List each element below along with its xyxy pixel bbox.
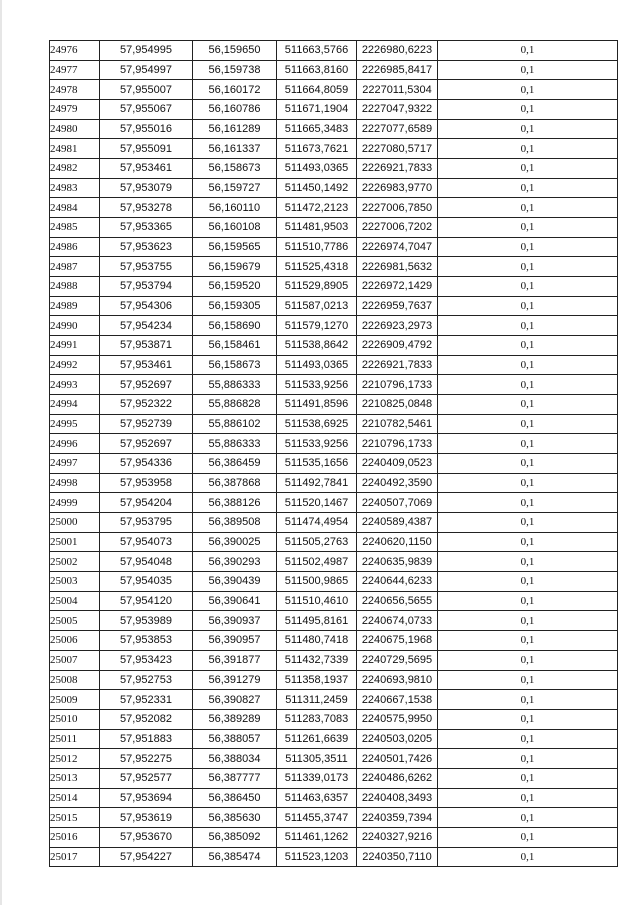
latitude-cell: 57,954120 (100, 591, 193, 611)
latitude-cell: 57,954204 (100, 493, 193, 513)
longitude-cell: 56,385474 (193, 847, 277, 867)
table-row (50, 119, 618, 139)
y-coordinate-cell: 2226974,7047 (357, 237, 438, 257)
point-number-cell: 25012 (50, 749, 100, 769)
x-coordinate-cell: 511587,0213 (277, 296, 357, 316)
coordinates-table-body (50, 41, 618, 867)
latitude-cell: 57,955091 (100, 139, 193, 159)
x-coordinate-cell: 511673,7621 (277, 139, 357, 159)
latitude-cell: 57,952577 (100, 768, 193, 788)
point-number-cell: 24994 (50, 395, 100, 415)
longitude-cell: 56,387777 (193, 768, 277, 788)
table-row (50, 355, 618, 375)
y-coordinate-cell: 2240693,9810 (357, 670, 438, 690)
point-number-cell: 25002 (50, 552, 100, 572)
table-row (50, 237, 618, 257)
table-row (50, 316, 618, 336)
longitude-cell: 56,391279 (193, 670, 277, 690)
accuracy-cell: 0,1 (438, 218, 618, 238)
latitude-cell: 57,954073 (100, 532, 193, 552)
point-number-cell: 24983 (50, 178, 100, 198)
y-coordinate-cell: 2226981,5632 (357, 257, 438, 277)
accuracy-cell: 0,1 (438, 434, 618, 454)
longitude-cell: 56,159565 (193, 237, 277, 257)
x-coordinate-cell: 511538,6925 (277, 414, 357, 434)
point-number-cell: 24981 (50, 139, 100, 159)
accuracy-cell: 0,1 (438, 611, 618, 631)
table-row (50, 218, 618, 238)
table-row (50, 631, 618, 651)
longitude-cell: 56,385092 (193, 827, 277, 847)
point-number-cell: 24997 (50, 454, 100, 474)
longitude-cell: 56,161337 (193, 139, 277, 159)
accuracy-cell: 0,1 (438, 631, 618, 651)
point-number-cell: 25013 (50, 768, 100, 788)
accuracy-cell: 0,1 (438, 119, 618, 139)
point-number-cell: 25007 (50, 650, 100, 670)
accuracy-cell: 0,1 (438, 198, 618, 218)
latitude-cell: 57,955067 (100, 100, 193, 120)
table-row (50, 336, 618, 356)
table-row (50, 709, 618, 729)
point-number-cell: 24985 (50, 218, 100, 238)
table-row (50, 100, 618, 120)
longitude-cell: 56,390293 (193, 552, 277, 572)
x-coordinate-cell: 511311,2459 (277, 690, 357, 710)
table-row (50, 650, 618, 670)
table-row (50, 178, 618, 198)
table-row (50, 454, 618, 474)
point-number-cell: 25014 (50, 788, 100, 808)
x-coordinate-cell: 511305,3511 (277, 749, 357, 769)
table-row (50, 198, 618, 218)
point-number-cell: 25011 (50, 729, 100, 749)
y-coordinate-cell: 2240486,6262 (357, 768, 438, 788)
accuracy-cell: 0,1 (438, 296, 618, 316)
accuracy-cell: 0,1 (438, 100, 618, 120)
latitude-cell: 57,954306 (100, 296, 193, 316)
accuracy-cell: 0,1 (438, 257, 618, 277)
longitude-cell: 56,390439 (193, 572, 277, 592)
page-left-edge (0, 0, 2, 905)
accuracy-cell: 0,1 (438, 532, 618, 552)
table-row (50, 690, 618, 710)
y-coordinate-cell: 2240409,0523 (357, 454, 438, 474)
accuracy-cell: 0,1 (438, 768, 618, 788)
longitude-cell: 56,386450 (193, 788, 277, 808)
latitude-cell: 57,954035 (100, 572, 193, 592)
point-number-cell: 25004 (50, 591, 100, 611)
accuracy-cell: 0,1 (438, 277, 618, 297)
table-row (50, 277, 618, 297)
longitude-cell: 56,387868 (193, 473, 277, 493)
table-row (50, 473, 618, 493)
longitude-cell: 56,390641 (193, 591, 277, 611)
table-row (50, 139, 618, 159)
table-row (50, 41, 618, 61)
latitude-cell: 57,954995 (100, 41, 193, 61)
longitude-cell: 56,158673 (193, 355, 277, 375)
table-row (50, 827, 618, 847)
accuracy-cell: 0,1 (438, 178, 618, 198)
point-number-cell: 24989 (50, 296, 100, 316)
x-coordinate-cell: 511493,0365 (277, 355, 357, 375)
longitude-cell: 55,886333 (193, 375, 277, 395)
x-coordinate-cell: 511450,1492 (277, 178, 357, 198)
longitude-cell: 56,388126 (193, 493, 277, 513)
accuracy-cell: 0,1 (438, 316, 618, 336)
point-number-cell: 24980 (50, 119, 100, 139)
y-coordinate-cell: 2227080,5717 (357, 139, 438, 159)
y-coordinate-cell: 2210782,5461 (357, 414, 438, 434)
table-row (50, 80, 618, 100)
accuracy-cell: 0,1 (438, 237, 618, 257)
y-coordinate-cell: 2240359,7394 (357, 808, 438, 828)
x-coordinate-cell: 511491,8596 (277, 395, 357, 415)
point-number-cell: 25001 (50, 532, 100, 552)
point-number-cell: 24984 (50, 198, 100, 218)
y-coordinate-cell: 2240501,7426 (357, 749, 438, 769)
x-coordinate-cell: 511533,9256 (277, 375, 357, 395)
latitude-cell: 57,952275 (100, 749, 193, 769)
accuracy-cell: 0,1 (438, 650, 618, 670)
x-coordinate-cell: 511261,6639 (277, 729, 357, 749)
y-coordinate-cell: 2226983,9770 (357, 178, 438, 198)
latitude-cell: 57,952753 (100, 670, 193, 690)
longitude-cell: 56,159305 (193, 296, 277, 316)
y-coordinate-cell: 2240575,9950 (357, 709, 438, 729)
longitude-cell: 56,160172 (193, 80, 277, 100)
point-number-cell: 25016 (50, 827, 100, 847)
latitude-cell: 57,953079 (100, 178, 193, 198)
x-coordinate-cell: 511480,7418 (277, 631, 357, 651)
point-number-cell: 24976 (50, 41, 100, 61)
x-coordinate-cell: 511472,2123 (277, 198, 357, 218)
x-coordinate-cell: 511339,0173 (277, 768, 357, 788)
latitude-cell: 57,952322 (100, 395, 193, 415)
latitude-cell: 57,953619 (100, 808, 193, 828)
latitude-cell: 57,952739 (100, 414, 193, 434)
accuracy-cell: 0,1 (438, 847, 618, 867)
accuracy-cell: 0,1 (438, 788, 618, 808)
accuracy-cell: 0,1 (438, 827, 618, 847)
point-number-cell: 25010 (50, 709, 100, 729)
y-coordinate-cell: 2240644,6233 (357, 572, 438, 592)
y-coordinate-cell: 2227006,7202 (357, 218, 438, 238)
x-coordinate-cell: 511495,8161 (277, 611, 357, 631)
latitude-cell: 57,954336 (100, 454, 193, 474)
accuracy-cell: 0,1 (438, 591, 618, 611)
x-coordinate-cell: 511663,5766 (277, 41, 357, 61)
latitude-cell: 57,955016 (100, 119, 193, 139)
point-number-cell: 24998 (50, 473, 100, 493)
point-number-cell: 24988 (50, 277, 100, 297)
table-row (50, 375, 618, 395)
y-coordinate-cell: 2240674,0733 (357, 611, 438, 631)
table-row (50, 808, 618, 828)
latitude-cell: 57,954234 (100, 316, 193, 336)
point-number-cell: 24987 (50, 257, 100, 277)
x-coordinate-cell: 511493,0365 (277, 159, 357, 179)
y-coordinate-cell: 2240327,9216 (357, 827, 438, 847)
y-coordinate-cell: 2240635,9839 (357, 552, 438, 572)
y-coordinate-cell: 2226980,6223 (357, 41, 438, 61)
latitude-cell: 57,952331 (100, 690, 193, 710)
accuracy-cell: 0,1 (438, 690, 618, 710)
point-number-cell: 24979 (50, 100, 100, 120)
point-number-cell: 25006 (50, 631, 100, 651)
point-number-cell: 24978 (50, 80, 100, 100)
x-coordinate-cell: 511432,7339 (277, 650, 357, 670)
latitude-cell: 57,953795 (100, 513, 193, 533)
x-coordinate-cell: 511463,6357 (277, 788, 357, 808)
point-number-cell: 25008 (50, 670, 100, 690)
y-coordinate-cell: 2240492,3590 (357, 473, 438, 493)
point-number-cell: 24999 (50, 493, 100, 513)
x-coordinate-cell: 511579,1270 (277, 316, 357, 336)
latitude-cell: 57,952082 (100, 709, 193, 729)
accuracy-cell: 0,1 (438, 808, 618, 828)
x-coordinate-cell: 511481,9503 (277, 218, 357, 238)
latitude-cell: 57,953461 (100, 355, 193, 375)
accuracy-cell: 0,1 (438, 336, 618, 356)
y-coordinate-cell: 2226959,7637 (357, 296, 438, 316)
y-coordinate-cell: 2227047,9322 (357, 100, 438, 120)
longitude-cell: 56,160110 (193, 198, 277, 218)
x-coordinate-cell: 511492,7841 (277, 473, 357, 493)
accuracy-cell: 0,1 (438, 395, 618, 415)
x-coordinate-cell: 511510,7786 (277, 237, 357, 257)
latitude-cell: 57,953755 (100, 257, 193, 277)
latitude-cell: 57,951883 (100, 729, 193, 749)
longitude-cell: 56,159650 (193, 41, 277, 61)
accuracy-cell: 0,1 (438, 375, 618, 395)
latitude-cell: 57,953423 (100, 650, 193, 670)
longitude-cell: 56,159727 (193, 178, 277, 198)
longitude-cell: 56,388057 (193, 729, 277, 749)
longitude-cell: 56,158461 (193, 336, 277, 356)
accuracy-cell: 0,1 (438, 572, 618, 592)
longitude-cell: 56,390937 (193, 611, 277, 631)
accuracy-cell: 0,1 (438, 670, 618, 690)
table-row (50, 847, 618, 867)
table-row (50, 532, 618, 552)
point-number-cell: 24996 (50, 434, 100, 454)
y-coordinate-cell: 2226909,4792 (357, 336, 438, 356)
accuracy-cell: 0,1 (438, 139, 618, 159)
y-coordinate-cell: 2226923,2973 (357, 316, 438, 336)
x-coordinate-cell: 511525,4318 (277, 257, 357, 277)
table-row (50, 395, 618, 415)
accuracy-cell: 0,1 (438, 60, 618, 80)
longitude-cell: 56,160786 (193, 100, 277, 120)
table-row (50, 788, 618, 808)
accuracy-cell: 0,1 (438, 552, 618, 572)
table-row (50, 60, 618, 80)
latitude-cell: 57,955007 (100, 80, 193, 100)
y-coordinate-cell: 2226972,1429 (357, 277, 438, 297)
x-coordinate-cell: 511500,9865 (277, 572, 357, 592)
longitude-cell: 55,886333 (193, 434, 277, 454)
latitude-cell: 57,953794 (100, 277, 193, 297)
longitude-cell: 56,391877 (193, 650, 277, 670)
y-coordinate-cell: 2240503,0205 (357, 729, 438, 749)
point-number-cell: 24995 (50, 414, 100, 434)
x-coordinate-cell: 511358,1937 (277, 670, 357, 690)
y-coordinate-cell: 2226921,7833 (357, 159, 438, 179)
y-coordinate-cell: 2227077,6589 (357, 119, 438, 139)
point-number-cell: 24986 (50, 237, 100, 257)
x-coordinate-cell: 511505,2763 (277, 532, 357, 552)
latitude-cell: 57,952697 (100, 434, 193, 454)
accuracy-cell: 0,1 (438, 454, 618, 474)
y-coordinate-cell: 2226921,7833 (357, 355, 438, 375)
point-number-cell: 25000 (50, 513, 100, 533)
longitude-cell: 56,385630 (193, 808, 277, 828)
x-coordinate-cell: 511529,8905 (277, 277, 357, 297)
accuracy-cell: 0,1 (438, 493, 618, 513)
table-row (50, 729, 618, 749)
table-row (50, 257, 618, 277)
latitude-cell: 57,954048 (100, 552, 193, 572)
latitude-cell: 57,952697 (100, 375, 193, 395)
accuracy-cell: 0,1 (438, 729, 618, 749)
point-number-cell: 25005 (50, 611, 100, 631)
longitude-cell: 56,390827 (193, 690, 277, 710)
latitude-cell: 57,953278 (100, 198, 193, 218)
x-coordinate-cell: 511520,1467 (277, 493, 357, 513)
longitude-cell: 56,389289 (193, 709, 277, 729)
accuracy-cell: 0,1 (438, 159, 618, 179)
table-row (50, 296, 618, 316)
table-row (50, 749, 618, 769)
longitude-cell: 56,159520 (193, 277, 277, 297)
longitude-cell: 56,389508 (193, 513, 277, 533)
table-row (50, 414, 618, 434)
x-coordinate-cell: 511671,1904 (277, 100, 357, 120)
latitude-cell: 57,953623 (100, 237, 193, 257)
y-coordinate-cell: 2210796,1733 (357, 375, 438, 395)
x-coordinate-cell: 511283,7083 (277, 709, 357, 729)
table-row (50, 552, 618, 572)
point-number-cell: 25017 (50, 847, 100, 867)
y-coordinate-cell: 2240589,4387 (357, 513, 438, 533)
point-number-cell: 25003 (50, 572, 100, 592)
x-coordinate-cell: 511664,8059 (277, 80, 357, 100)
x-coordinate-cell: 511533,9256 (277, 434, 357, 454)
point-number-cell: 24990 (50, 316, 100, 336)
longitude-cell: 56,161289 (193, 119, 277, 139)
y-coordinate-cell: 2227006,7850 (357, 198, 438, 218)
accuracy-cell: 0,1 (438, 80, 618, 100)
point-number-cell: 24992 (50, 355, 100, 375)
y-coordinate-cell: 2240675,1968 (357, 631, 438, 651)
x-coordinate-cell: 511535,1656 (277, 454, 357, 474)
latitude-cell: 57,953989 (100, 611, 193, 631)
point-number-cell: 24991 (50, 336, 100, 356)
x-coordinate-cell: 511510,4610 (277, 591, 357, 611)
point-number-cell: 25009 (50, 690, 100, 710)
table-row (50, 513, 618, 533)
accuracy-cell: 0,1 (438, 414, 618, 434)
table-row (50, 159, 618, 179)
accuracy-cell: 0,1 (438, 513, 618, 533)
y-coordinate-cell: 2240350,7110 (357, 847, 438, 867)
latitude-cell: 57,954227 (100, 847, 193, 867)
y-coordinate-cell: 2240656,5655 (357, 591, 438, 611)
longitude-cell: 56,158673 (193, 159, 277, 179)
latitude-cell: 57,953694 (100, 788, 193, 808)
longitude-cell: 56,388034 (193, 749, 277, 769)
longitude-cell: 56,386459 (193, 454, 277, 474)
x-coordinate-cell: 511455,3747 (277, 808, 357, 828)
y-coordinate-cell: 2240507,7069 (357, 493, 438, 513)
point-number-cell: 24982 (50, 159, 100, 179)
longitude-cell: 55,886102 (193, 414, 277, 434)
table-row (50, 434, 618, 454)
x-coordinate-cell: 511502,4987 (277, 552, 357, 572)
accuracy-cell: 0,1 (438, 749, 618, 769)
latitude-cell: 57,953461 (100, 159, 193, 179)
latitude-cell: 57,953365 (100, 218, 193, 238)
x-coordinate-cell: 511461,1262 (277, 827, 357, 847)
x-coordinate-cell: 511663,8160 (277, 60, 357, 80)
longitude-cell: 55,886828 (193, 395, 277, 415)
latitude-cell: 57,953670 (100, 827, 193, 847)
table-row (50, 493, 618, 513)
point-number-cell: 24993 (50, 375, 100, 395)
longitude-cell: 56,159679 (193, 257, 277, 277)
y-coordinate-cell: 2226985,8417 (357, 60, 438, 80)
x-coordinate-cell: 511474,4954 (277, 513, 357, 533)
table-row (50, 572, 618, 592)
point-number-cell: 25015 (50, 808, 100, 828)
latitude-cell: 57,953871 (100, 336, 193, 356)
y-coordinate-cell: 2210796,1733 (357, 434, 438, 454)
longitude-cell: 56,158690 (193, 316, 277, 336)
table-row (50, 591, 618, 611)
y-coordinate-cell: 2240729,5695 (357, 650, 438, 670)
longitude-cell: 56,160108 (193, 218, 277, 238)
y-coordinate-cell: 2210825,0848 (357, 395, 438, 415)
latitude-cell: 57,953853 (100, 631, 193, 651)
table-row (50, 768, 618, 788)
longitude-cell: 56,390025 (193, 532, 277, 552)
accuracy-cell: 0,1 (438, 41, 618, 61)
x-coordinate-cell: 511538,8642 (277, 336, 357, 356)
y-coordinate-cell: 2227011,5304 (357, 80, 438, 100)
accuracy-cell: 0,1 (438, 709, 618, 729)
latitude-cell: 57,954997 (100, 60, 193, 80)
table-row (50, 670, 618, 690)
y-coordinate-cell: 2240620,1150 (357, 532, 438, 552)
accuracy-cell: 0,1 (438, 355, 618, 375)
point-number-cell: 24977 (50, 60, 100, 80)
x-coordinate-cell: 511665,3483 (277, 119, 357, 139)
longitude-cell: 56,390957 (193, 631, 277, 651)
coordinates-table (49, 40, 618, 867)
y-coordinate-cell: 2240667,1538 (357, 690, 438, 710)
table-row (50, 611, 618, 631)
x-coordinate-cell: 511523,1203 (277, 847, 357, 867)
latitude-cell: 57,953958 (100, 473, 193, 493)
longitude-cell: 56,159738 (193, 60, 277, 80)
accuracy-cell: 0,1 (438, 473, 618, 493)
y-coordinate-cell: 2240408,3493 (357, 788, 438, 808)
